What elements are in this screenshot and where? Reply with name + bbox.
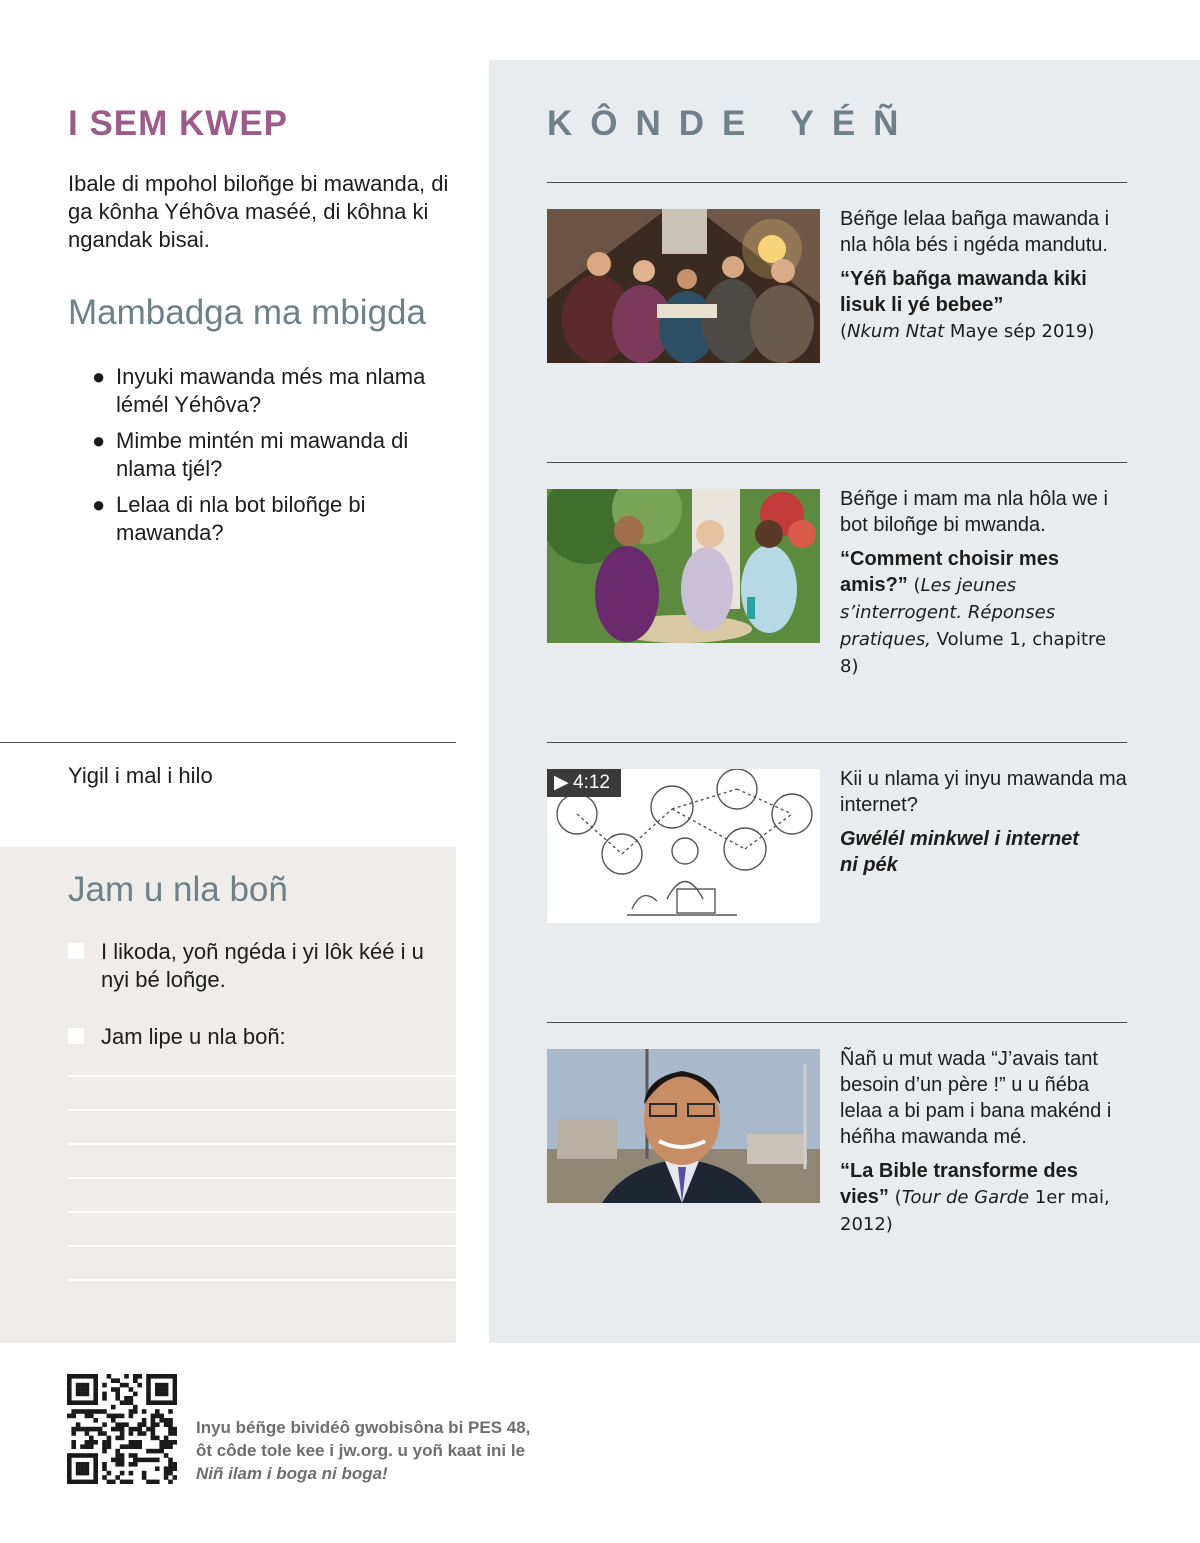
more-heading: KÔNDE YÉÑ bbox=[547, 104, 917, 143]
writing-line bbox=[68, 1143, 456, 1145]
publication-name: Nkum Ntat bbox=[847, 321, 945, 342]
resource-title-link[interactable]: “Yéñ bañga mawanda kiki lisuk li yé bebee” bbox=[840, 268, 1087, 316]
review-question: ● Mimbe mintén mi mawanda di nlama tjél? bbox=[92, 428, 409, 481]
resource-description: Ñañ u mut wada “J’avais tant besoin d’un père !” u u ñéba lelaa a bi pam i bana makénd i héñha mawanda mé. bbox=[840, 1048, 1112, 1148]
play-icon: ▶ bbox=[554, 772, 569, 793]
group-bible-study-photo[interactable] bbox=[547, 209, 820, 363]
footer-book-title[interactable]: Niñ ilam i boga ni boga! bbox=[196, 1464, 388, 1483]
smiling-man-portrait[interactable] bbox=[547, 1049, 820, 1203]
summary-heading: I SEM KWEP bbox=[68, 104, 289, 143]
resource-title-link[interactable]: “La Bible transforme des vies” bbox=[840, 1160, 1078, 1208]
review-questions-list bbox=[92, 363, 452, 555]
video-duration-badge[interactable] bbox=[547, 769, 621, 797]
publication-date: Maye sép 2019) bbox=[944, 321, 1095, 342]
resource-text bbox=[840, 206, 1130, 345]
resource-description: Béñge i mam ma nla hôla we i bot biloñge bi mwanda. bbox=[840, 488, 1108, 536]
publication-name: Les jeunes s’interrogent. Réponses pratiques, bbox=[840, 575, 1056, 650]
writing-line bbox=[68, 1177, 456, 1179]
resource-text bbox=[840, 486, 1130, 680]
writing-line bbox=[68, 1109, 456, 1111]
footer-line: ôt côde tole kee i jw.org. u yoñ kaat ini le bbox=[196, 1441, 526, 1460]
resource-title-link[interactable]: “Comment choisir mes amis?” bbox=[840, 548, 1059, 596]
resource-citation: “La Bible transforme des vies” (Tour de Garde 1er mai, 2012) bbox=[840, 1160, 1110, 1235]
video-duration: 4:12 bbox=[573, 772, 610, 793]
writing-line bbox=[68, 1245, 456, 1247]
publication-date: 1er mai, 2012) bbox=[840, 1187, 1110, 1235]
notes-label: Yigil i mal i hilo bbox=[68, 763, 213, 788]
resource-text bbox=[840, 766, 1130, 878]
writing-line bbox=[68, 1211, 456, 1213]
plan-item-text: I likoda, yoñ ngéda i yi lôk kéé i u nyi bé loñge. bbox=[101, 939, 424, 992]
footer-line: Inyu béñge bividéô gwobisôna bi PES 48, bbox=[196, 1418, 531, 1437]
qr-code-icon[interactable] bbox=[67, 1374, 177, 1484]
review-question: ● Inyuki mawanda més ma nlama lémél Yéhôva? bbox=[92, 364, 426, 417]
summary-text: Ibale di mpohol biloñge bi mawanda, di ga kônha Yéhôva maséé, di kôhna ki ngandak bisai. bbox=[68, 171, 449, 252]
friends-talking-photo[interactable] bbox=[547, 489, 820, 643]
bullet-icon: ● bbox=[92, 492, 106, 517]
notes-divider bbox=[0, 742, 456, 743]
resource-divider bbox=[547, 1022, 1127, 1023]
resource-text bbox=[840, 1046, 1130, 1238]
resource-divider bbox=[547, 182, 1127, 183]
plan-item-text: Jam lipe u nla boñ: bbox=[101, 1024, 286, 1049]
writing-line bbox=[68, 1075, 456, 1077]
plan-section-background bbox=[0, 847, 456, 1343]
resource-description: Béñge lelaa bañga mawanda i nla hôla bés i ngéda mandutu. bbox=[840, 208, 1110, 256]
publication-detail: Volume 1, chapitre 8) bbox=[840, 629, 1107, 677]
resource-divider bbox=[547, 462, 1127, 463]
bullet-icon: ● bbox=[92, 364, 106, 389]
resource-citation: “Comment choisir mes amis?” (Les jeunes s’interrogent. Réponses pratiques, Volume 1, chapitre 8) bbox=[840, 548, 1107, 677]
publication-name: Tour de Garde bbox=[901, 1187, 1030, 1208]
resource-citation: “Yéñ bañga mawanda kiki lisuk li yé bebee” (Nkum Ntat Maye sép 2019) bbox=[840, 268, 1095, 342]
checkbox[interactable] bbox=[68, 1028, 84, 1044]
resource-divider bbox=[547, 742, 1127, 743]
bullet-icon: ● bbox=[92, 428, 106, 453]
plan-heading: Jam u nla boñ bbox=[68, 870, 288, 909]
resource-title-link[interactable]: Gwélél minkwel i internet ni pék bbox=[840, 828, 1079, 876]
footer-note bbox=[196, 1416, 556, 1485]
review-question: ● Lelaa di nla bot biloñge bi mawanda? bbox=[92, 492, 366, 545]
resource-citation bbox=[840, 826, 1130, 878]
checkbox[interactable] bbox=[68, 943, 84, 959]
writing-line bbox=[68, 1279, 456, 1281]
review-heading: Mambadga ma mbigda bbox=[68, 293, 426, 332]
plan-checkbox-item[interactable] bbox=[68, 1023, 428, 1053]
resource-description: Kii u nlama yi inyu mawanda ma internet? bbox=[840, 768, 1127, 816]
plan-checkbox-item[interactable] bbox=[68, 938, 428, 998]
